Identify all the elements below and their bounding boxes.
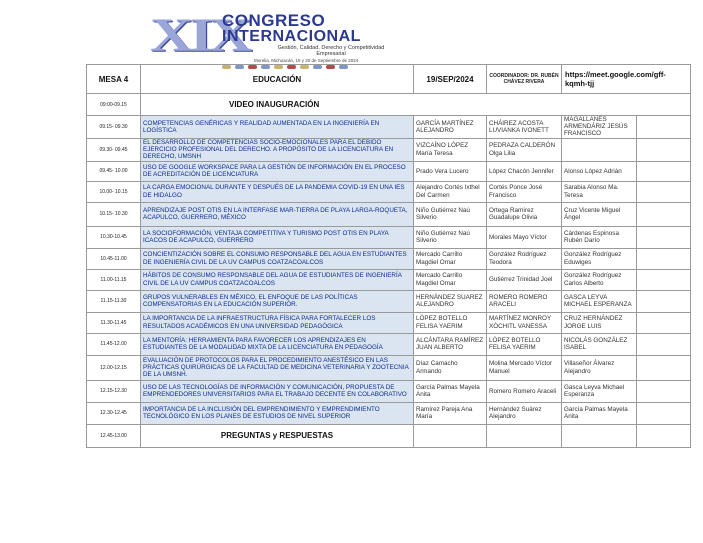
session-row — [87, 116, 691, 139]
time-cell: 10.45-11.00 — [87, 248, 141, 269]
author-1: HERNÁNDEZ SUAREZ ALEJANDRO — [414, 290, 487, 312]
author-2: Gutiérrez Trinidad Joel — [487, 269, 562, 290]
author-1: Ramírez Pareja Ana María — [414, 402, 487, 424]
empty-cell — [637, 424, 691, 447]
mesa-label: MESA 4 — [87, 65, 141, 94]
author-3: CRUZ HERNÁNDEZ JORGE LUIS — [562, 312, 637, 333]
session-title: IMPORTANCIA DE LA INCLUSIÓN DEL EMPRENDIMIENTO Y EMPRENDIMIENTO TECNOLÓGICO EN LOS PLANES DE ESTUDIOS DE NIVEL SUPERIOR — [141, 402, 414, 424]
session-row — [87, 161, 691, 181]
meet-link[interactable]: https://meet.google.com/gff-kqmh-tjj — [562, 65, 691, 94]
author-1: LÓPEZ BOTELLO FELISA YAERIM — [414, 312, 487, 333]
session-title: EL DESARROLLO DE COMPETENCIAS SOCIO-EMOCIONALES PARA EL DEBIDO EJERCICIO PROFESIONAL DEL DERECHO. A PROPÓSITO DE LA LICENCIATURA EN DERECHO, UMSNH — [141, 138, 414, 161]
author-2: PEDRAZA CALDERÓN Olga Lilia — [487, 138, 562, 161]
time-cell: 12.15-12.30 — [87, 380, 141, 402]
time-cell: 09.30- 09.45 — [87, 138, 141, 161]
author-3 — [562, 138, 637, 161]
author-1: García Palmas Mayela Anita — [414, 380, 487, 402]
time-cell: 11.15-11.30 — [87, 290, 141, 312]
author-3: Alonso López Adrián — [562, 161, 637, 181]
time-cell: 10.30-10.45 — [87, 226, 141, 248]
logo-title-line2: INTERNACIONAL — [222, 28, 361, 45]
session-title: EVALUACIÓN DE PROTOCOLOS PARA EL PROCEDIMIENTO ANESTÉSICO EN LAS PRÁCTICAS QUIRÚRGICAS DE LA FACULTAD DE MEDICINA VETERINARIA Y ZOOTECNIA DE LA UMSNH. — [141, 355, 414, 380]
author-2: Cortés Ponce José Francisco — [487, 181, 562, 202]
author-2: Ortega Ramírez Guadalupe Olivia — [487, 202, 562, 226]
empty-cell — [637, 116, 691, 139]
empty-cell — [637, 333, 691, 355]
empty-cell — [637, 226, 691, 248]
session-title: USO DE GOOGLE WORKSPACE PARA LA GESTIÓN DE INFORMACIÓN EN EL PROCESO DE ACREDITACIÓN DE LICENCIATURA — [141, 161, 414, 181]
session-title: APRENDIZAJE POST OTIS EN LA INTERFASE MAR-TIERRA DE PLAYA LARGA-ROQUETA, ACAPULCO, GUERRERO, MÉXICO — [141, 202, 414, 226]
time-cell: 09.15- 09.30 — [87, 116, 141, 139]
author-2: Morales Mayo Víctor — [487, 226, 562, 248]
session-row — [87, 181, 691, 202]
empty-cell — [637, 290, 691, 312]
session-row — [87, 355, 691, 380]
time-cell: 09.45- 10.00 — [87, 161, 141, 181]
empty-cell — [487, 424, 562, 447]
author-1: Díaz Camacho Armando — [414, 355, 487, 380]
time-cell: 11.45-12.00 — [87, 333, 141, 355]
author-1: GARCÍA MARTÍNEZ ALEJANDRO — [414, 116, 487, 139]
empty-cell — [637, 269, 691, 290]
empty-cell — [637, 138, 691, 161]
time-cell: 11.00-11.15 — [87, 269, 141, 290]
opening-label: VIDEO INAUGURACIÓN — [141, 94, 691, 116]
author-1: Mercado Carrillo Magdiel Omar — [414, 269, 487, 290]
time-cell: 12.45-13.00 — [87, 424, 141, 447]
author-2: Hernández Suárez Alejandro — [487, 402, 562, 424]
author-3: Gasca Leyva Michael Esperanza — [562, 380, 637, 402]
opening-row — [87, 94, 691, 116]
author-1: Prado Vera Lucero — [414, 161, 487, 181]
session-row — [87, 226, 691, 248]
author-1: Niño Gutiérrez Naú Silverio — [414, 226, 487, 248]
author-3: GASCA LEYVA MICHAEL ESPERANZA — [562, 290, 637, 312]
author-2: Romero Romero Araceli — [487, 380, 562, 402]
author-2: González Rodríguez Teodora — [487, 248, 562, 269]
author-3: MAGALLANES ARMENDÁRIZ JESÚS FRANCISCO — [562, 116, 637, 139]
author-3: Villaseñor Álvarez Alejandro — [562, 355, 637, 380]
author-3: Sarabia Alonso Ma. Teresa — [562, 181, 637, 202]
time-cell: 12.00-12.15 — [87, 355, 141, 380]
session-row — [87, 290, 691, 312]
author-2: ROMERO ROMERO ARACELI — [487, 290, 562, 312]
author-3: NICOLÁS GONZÁLEZ ISABEL — [562, 333, 637, 355]
empty-cell — [637, 355, 691, 380]
logo-subtitle: Gestión, Calidad, Derecho y Competitividad Empresarial — [277, 45, 385, 57]
session-title: HÁBITOS DE CONSUMO RESPONSABLE DEL AGUA DE ESTUDIANTES DE INGENIERÍA CIVIL DE LA UV CAMPUS COATZACOALCOS — [141, 269, 414, 290]
session-row — [87, 312, 691, 333]
empty-cell — [637, 312, 691, 333]
author-1: Alejandro Cortés Ixthel Del Carmen — [414, 181, 487, 202]
author-3: González Rodríguez Carlos Alberto — [562, 269, 637, 290]
author-2: LÓPEZ BOTELLO FELISA YAERIM — [487, 333, 562, 355]
empty-cell — [637, 402, 691, 424]
header-row — [87, 65, 691, 94]
author-3: Cruz Vicente Miguel Ángel — [562, 202, 637, 226]
logo-roman-numeral: XIX — [150, 9, 249, 62]
empty-cell — [562, 424, 637, 447]
session-title: USO DE LAS TECNOLOGÍAS DE INFORMACIÓN Y COMUNICACIÓN, PROPUESTA DE EMPRENDEDORES UNIVERSITARIOS PARA EL TRABAJO DECENTE EN COLABORATIVO — [141, 380, 414, 402]
author-3: González Rodríguez Eduwiges — [562, 248, 637, 269]
logo-title-line1: CONGRESO — [222, 11, 326, 30]
session-row — [87, 402, 691, 424]
empty-cell — [637, 202, 691, 226]
time-cell: 10.15- 10.30 — [87, 202, 141, 226]
author-1: VIZCAÍNO LÓPEZ María Teresa — [414, 138, 487, 161]
closing-row — [87, 424, 691, 447]
author-3: García Palmas Mayela Anita — [562, 402, 637, 424]
logo-dates: Morelia, Michoacán, 19 y 20 de Septiembre de 2024 — [254, 58, 359, 63]
author-2: CHÁIREZ ACOSTA LUVIANKA IVONETT — [487, 116, 562, 139]
author-1: Mercado Carrillo Magdiel Omar — [414, 248, 487, 269]
session-title: LA CARGA EMOCIONAL DURANTE Y DESPUÉS DE LA PANDEMIA COVID-19 EN UNA IES DE HIDALGO — [141, 181, 414, 202]
session-title: COMPETENCIAS GENÉRICAS Y REALIDAD AUMENTADA EN LA INGENIERÍA EN LOGÍSTICA — [141, 116, 414, 139]
time-cell: 11.30-11.45 — [87, 312, 141, 333]
session-title: LA MENTORÍA: HERRAMIENTA PARA FAVORECER LOS APRENDIZAJES EN ESTUDIANTES DE LA MODALIDAD MIXTA DE LA LICENCIATURA EN PEDAGOGÍA — [141, 333, 414, 355]
theme-label: EDUCACIÓN — [141, 65, 414, 94]
session-row — [87, 202, 691, 226]
session-row — [87, 248, 691, 269]
empty-cell — [414, 424, 487, 447]
author-2: Molina Mercado Víctor Manuel — [487, 355, 562, 380]
author-1: Niño Gutiérrez Naú Silverio — [414, 202, 487, 226]
author-1: ALCÁNTARA RAMÍREZ JUAN ALBERTO — [414, 333, 487, 355]
session-title: GRUPOS VULNERABLES EN MÉXICO, EL ENFOQUE DE LAS POLÍTICAS COMPENSATORIAS EN LA EDUCACIÓN SUPERIOR. — [141, 290, 414, 312]
session-title: LA IMPORTANCIA DE LA INFRAESTRUCTURA FÍSICA PARA FORTALECER LOS RESULTADOS ACADÉMICOS EN UNA UNIVERSIDAD PEDAGÓGICA — [141, 312, 414, 333]
time-cell: 09:00-09.15 — [87, 94, 141, 116]
coordinator-label: COORDINADOR: DR. RUBÉN CHÁVEZ RIVERA — [487, 65, 562, 94]
author-2: MARTÍNEZ MONROY XÓCHITL VANESSA — [487, 312, 562, 333]
time-cell: 10.00- 10.15 — [87, 181, 141, 202]
schedule-table — [86, 64, 691, 448]
empty-cell — [637, 161, 691, 181]
session-row — [87, 380, 691, 402]
time-cell: 12.30-12.45 — [87, 402, 141, 424]
author-3: Cárdenas Espinosa Rubén Darío — [562, 226, 637, 248]
empty-cell — [637, 181, 691, 202]
session-row — [87, 138, 691, 161]
author-2: López Chacón Jennifer — [487, 161, 562, 181]
session-row — [87, 333, 691, 355]
empty-cell — [637, 248, 691, 269]
session-title: CONCIENTIZACIÓN SOBRE EL CONSUMO RESPONSABLE DEL AGUA EN ESTUDIANTES DE INGENIERÍA CIVIL DE LA UV CAMPUS COATZACOALCOS — [141, 248, 414, 269]
session-title: LA SOCIOFORMACIÓN, VENTAJA COMPETITIVA Y TURISMO POST OTIS EN PLAYA ICACOS DE ACAPULCO, GUERRERO — [141, 226, 414, 248]
congress-logo — [150, 10, 510, 70]
closing-label: PREGUNTAS y RESPUESTAS — [141, 424, 414, 447]
session-row — [87, 269, 691, 290]
empty-cell — [637, 380, 691, 402]
date-label: 19/SEP/2024 — [414, 65, 487, 94]
